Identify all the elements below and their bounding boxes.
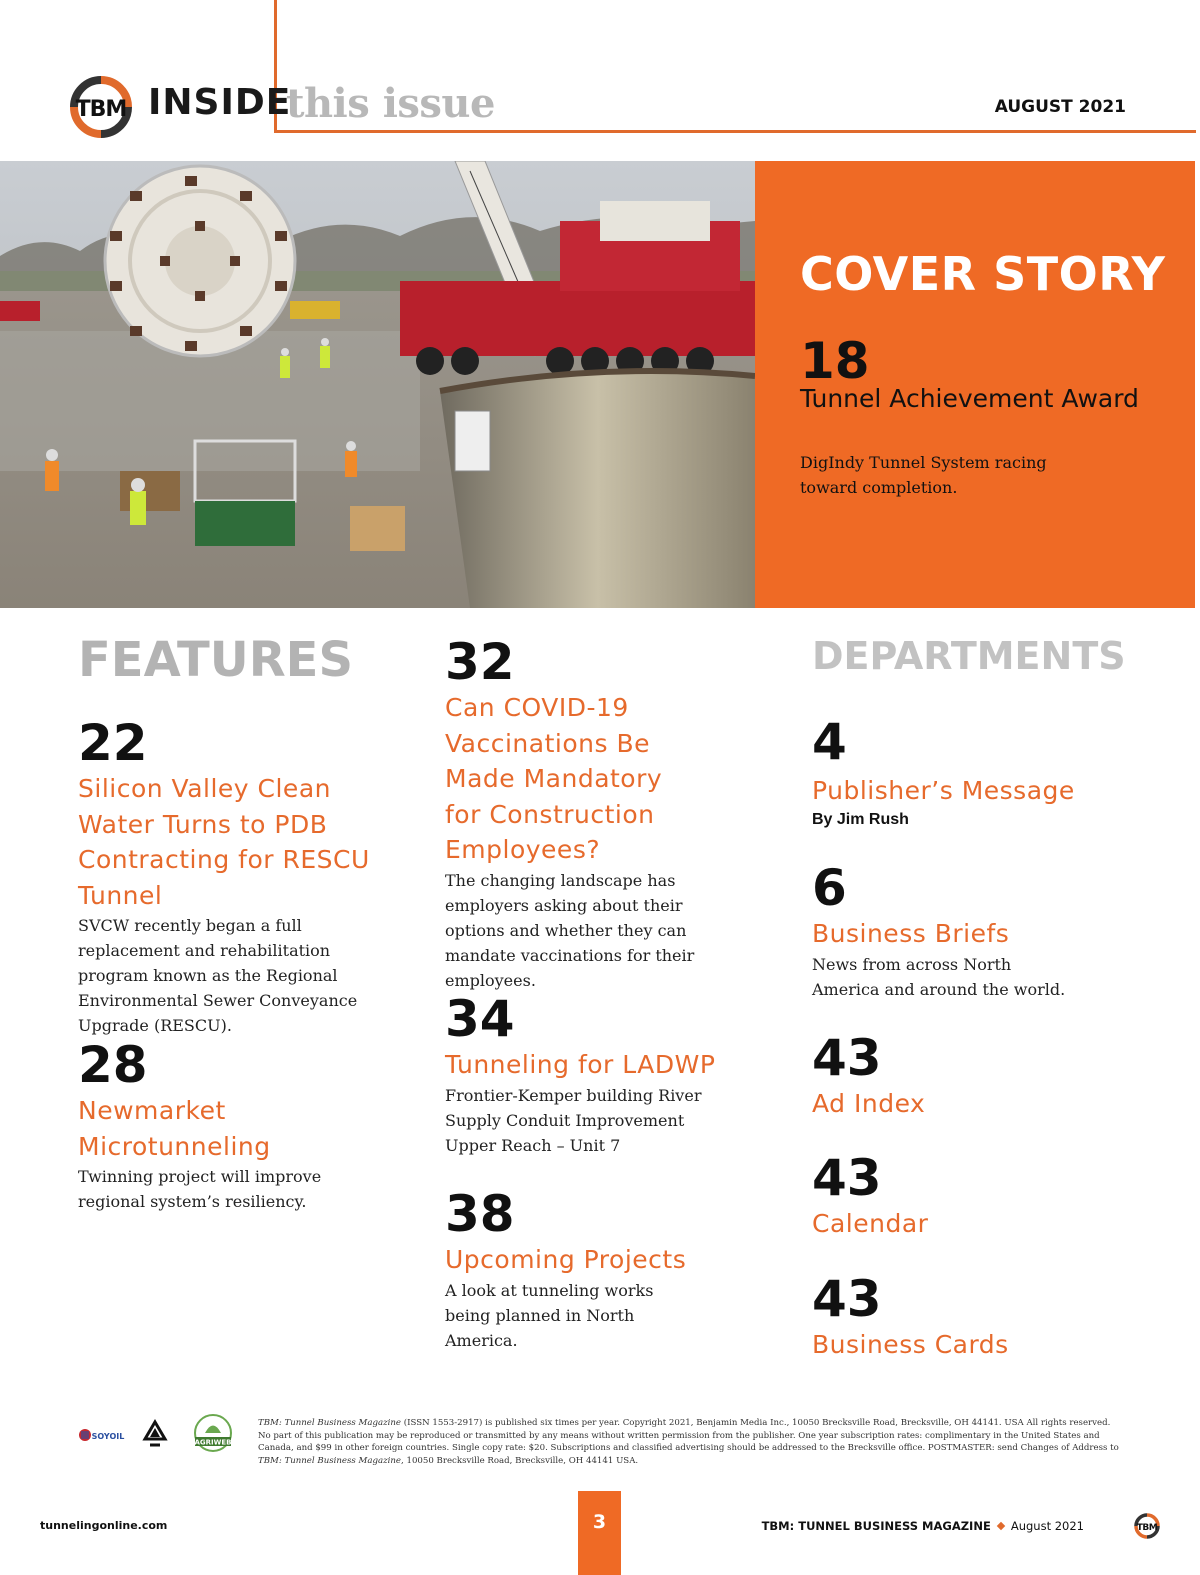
fine-print-magazine-name-2: TBM: Tunnel Business Magazine — [258, 1455, 402, 1466]
feature-description: Twinning project will improve regional system’s resiliency. — [78, 1167, 322, 1211]
feature-page-number: 28 — [78, 1036, 148, 1094]
feature-item[interactable] — [78, 715, 388, 1038]
departments-heading: DEPARTMENTS — [812, 634, 1126, 678]
department-item[interactable] — [812, 1030, 1142, 1122]
department-page-number: 4 — [812, 713, 847, 771]
feature-item[interactable] — [78, 1037, 388, 1214]
department-title[interactable]: Business Briefs — [812, 919, 1010, 948]
cover-story-page-number: 18 — [800, 332, 870, 390]
website-link[interactable]: tunnelingonline.com — [40, 1519, 168, 1532]
department-item[interactable] — [812, 1271, 1142, 1363]
diamond-separator-icon — [997, 1522, 1005, 1530]
feature-title[interactable]: Newmarket Microtunneling — [78, 1096, 271, 1161]
this-issue-label: this issue — [286, 80, 495, 127]
footer-issue-date: August 2021 — [1010, 1519, 1084, 1533]
department-page-number: 6 — [812, 859, 847, 917]
feature-description: Frontier-Kemper building River Supply Conduit Improvement Upper Reach – Unit 7 — [445, 1085, 702, 1155]
department-page-number: 43 — [812, 1029, 882, 1087]
publication-fine-print — [258, 1417, 1124, 1467]
fine-print-magazine-name: TBM: Tunnel Business Magazine — [258, 1418, 402, 1428]
cover-photo — [0, 161, 755, 608]
issue-date: AUGUST 2021 — [994, 97, 1126, 117]
cover-story-heading: COVER STORY — [800, 247, 1166, 301]
cover-story-panel — [755, 161, 1195, 608]
fine-print-body: (ISSN 1553-2917) is published six times per year. Copyright 2021, Benjamin Media Inc., 10050 Brecksville Road, Brecksville, OH 44141. USA All rights reserved. No part of this publication may be reproduced or transmitted by any means without written permission from the publisher. One year subscription rates: complimentary in the United States and Canada, and $99 in other foreign countries. Single copy rate: $20. Subscriptions and classified advertising should be addressed to the Brecksville office. POSTMASTER: send Changes of Address to — [258, 1418, 1119, 1453]
features-heading: FEATURES — [78, 632, 354, 688]
department-byline: By Jim Rush — [812, 810, 909, 828]
feature-page-number: 32 — [445, 633, 515, 691]
department-title[interactable]: Calendar — [812, 1209, 929, 1238]
small-logo-text: TBM — [1136, 1523, 1158, 1533]
feature-description: The changing landscape has employers asking about their options and whether they can mandate vaccinations for their employees. — [445, 870, 695, 990]
header-horizontal-rule — [274, 130, 1196, 133]
magazine-footer — [762, 1519, 1084, 1533]
feature-title[interactable]: Upcoming Projects — [445, 1245, 687, 1274]
department-title[interactable]: Publisher’s Message — [812, 776, 1075, 805]
page-number: 3 — [592, 1511, 607, 1533]
department-item[interactable] — [812, 714, 1142, 829]
department-item[interactable] — [812, 860, 1142, 1002]
feature-item[interactable] — [445, 1186, 745, 1353]
logo-text: TBM — [75, 97, 127, 122]
department-title[interactable]: Business Cards — [812, 1330, 1009, 1359]
department-item[interactable] — [812, 1150, 1142, 1242]
feature-page-number: 34 — [445, 990, 515, 1048]
feature-page-number: 38 — [445, 1185, 515, 1243]
cover-story-title[interactable]: Tunnel Achievement Award — [800, 384, 1139, 413]
tbm-logo — [66, 72, 136, 142]
inside-label: INSIDE — [148, 82, 292, 123]
cover-story-description: DigIndy Tunnel System racing toward completion. — [800, 453, 1047, 497]
department-page-number: 43 — [812, 1270, 882, 1328]
feature-title[interactable]: Silicon Valley Clean Water Turns to PDB Contracting for RESCU Tunnel — [78, 774, 370, 910]
soyoil-badge-text: SOYOIL — [91, 1432, 125, 1441]
feature-page-number: 22 — [78, 714, 148, 772]
feature-item[interactable] — [445, 634, 745, 993]
fine-print-tail: , 10050 Brecksville Road, Brecksville, OH 44141 USA. — [401, 1455, 639, 1466]
department-page-number: 43 — [812, 1149, 882, 1207]
department-title[interactable]: Ad Index — [812, 1089, 926, 1118]
recycle-icon — [138, 1418, 172, 1452]
feature-item[interactable] — [445, 991, 745, 1158]
magazine-name: TBM: TUNNEL BUSINESS MAGAZINE — [761, 1519, 991, 1533]
feature-description: SVCW recently began a full replacement and rehabilitation program known as the Regional Environmental Sewer Conveyance Upgrade (RESCU). — [78, 916, 358, 1035]
feature-description: A look at tunneling works being planned in North America. — [445, 1280, 654, 1350]
page-number-box — [578, 1491, 621, 1575]
soyoil-badge-icon — [78, 1423, 128, 1447]
agriweb-badge-text: AGRIWEB — [194, 1438, 232, 1447]
agriweb-badge-icon — [185, 1413, 241, 1457]
department-description: News from across North America and around the world. — [812, 954, 1066, 999]
feature-title[interactable]: Can COVID-19 Vaccinations Be Made Mandatory for Construction Employees? — [445, 693, 663, 864]
tbm-small-logo — [1132, 1511, 1162, 1541]
feature-title[interactable]: Tunneling for LADWP — [445, 1050, 716, 1079]
